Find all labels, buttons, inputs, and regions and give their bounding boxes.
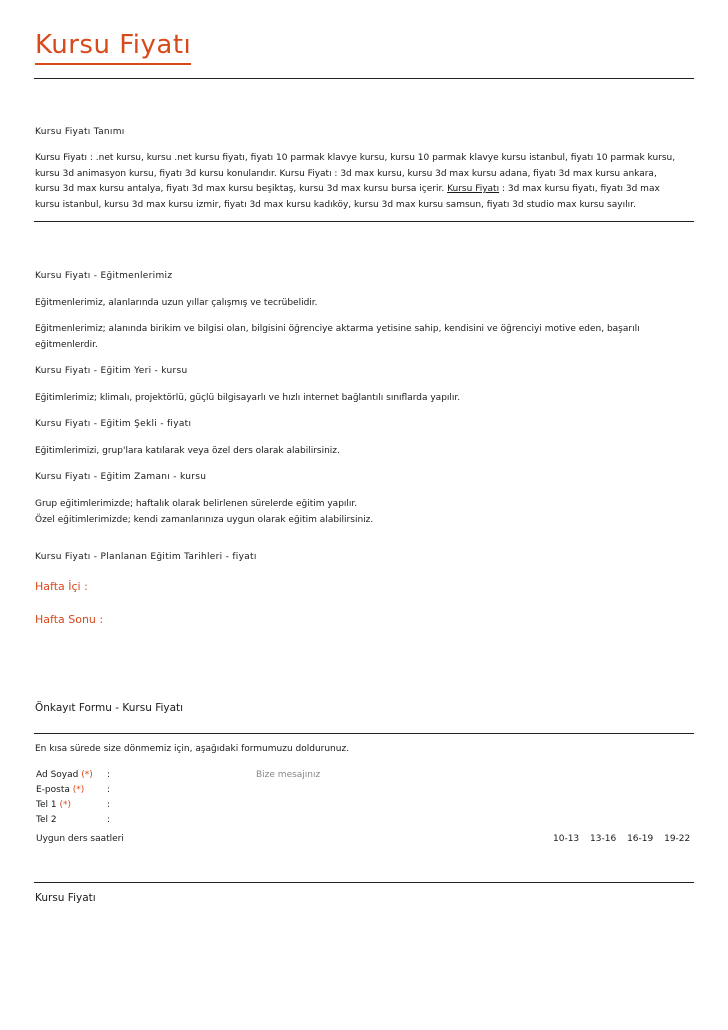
field-row-tel1[interactable]	[36, 798, 236, 813]
field-label-name: Ad Soyad	[36, 770, 79, 780]
field-row-tel2[interactable]	[36, 813, 236, 828]
form-intro: En kısa sürede size dönmemiz için, aşağıdaki formumuzu doldurunuz.	[35, 744, 350, 754]
form-heading: Önkayıt Formu - Kursu Fiyatı	[35, 702, 184, 714]
definition-line-3-post: : 3d max kursu fiyatı, fiyatı 3d max	[499, 184, 660, 194]
instructors-heading: Kursu Fiyatı - Eğitmenlerimiz	[35, 271, 173, 281]
required-mark: (*)	[72, 785, 85, 795]
definition-line-3-pre: kursu 3d max kursu antalya, fiyatı 3d max kursu beşiktaş, kursu 3d max kursu bursa içerir.	[35, 184, 448, 194]
page-title: Kursu Fiyatı	[35, 28, 191, 65]
field-row-name[interactable]	[36, 768, 236, 783]
footer-divider	[34, 882, 694, 883]
kursu-fiyati-link[interactable]: Kursu Fiyatı	[447, 184, 500, 194]
planned-heading: Kursu Fiyatı - Planlanan Eğitim Tarihleri - fiyatı	[35, 552, 257, 562]
weekday-label: Hafta İçi :	[35, 580, 88, 593]
format-heading: Kursu Fiyatı - Eğitim Şekli - fiyatı	[35, 419, 192, 429]
time-line-1: Grup eğitimlerimizde; haftalık olarak belirlenen sürelerde eğitim yapılır.	[35, 499, 358, 509]
field-label-email: E-posta	[36, 785, 70, 795]
definition-line-3	[35, 182, 695, 198]
definition-text	[35, 151, 695, 213]
field-row-email[interactable]	[36, 783, 236, 798]
weekend-label: Hafta Sonu :	[35, 613, 104, 626]
definition-line-4: kursu istanbul, kursu 3d max kursu izmir, fiyatı 3d max kursu kadıköy, kursu 3d max kursu samsun, fiyatı 3d studio max kursu sayılır.	[35, 199, 636, 210]
field-colon: :	[107, 800, 111, 810]
instructors-p2-line-2: eğitmenlerdir.	[35, 339, 98, 350]
slot-option[interactable]: 10-13	[553, 834, 580, 844]
required-mark: (*)	[81, 770, 93, 780]
time-text	[35, 497, 695, 528]
slot-option[interactable]: 19-22	[664, 834, 691, 844]
title-divider	[34, 78, 694, 79]
place-text: Eğitimlerimiz; klimalı, projektörlü, güçlü bilgisayarlı ve hızlı internet bağlantılı sınıflarda yapılır.	[35, 393, 461, 403]
instructors-p2-line-1: Eğitmenlerimiz; alanında birikim ve bilgisi olan, bilgisini öğrenciye aktarma yetisine sahip, kendisini ve öğrenciyi motive eden, başarılı	[35, 324, 640, 334]
field-label-tel1: Tel 1	[36, 800, 57, 810]
field-colon: :	[107, 785, 111, 795]
time-heading: Kursu Fiyatı - Eğitim Zamanı - kursu	[35, 472, 207, 482]
definition-divider	[34, 221, 694, 222]
instructors-p1: Eğitmenlerimiz, alanlarında uzun yıllar çalışmış ve tecrübelidir.	[35, 298, 318, 308]
place-heading: Kursu Fiyatı - Eğitim Yeri - kursu	[35, 366, 188, 376]
message-textarea[interactable]: Bize mesajınız	[256, 770, 321, 780]
definition-line-2: kursu 3d animasyon kursu, fiyatı 3d kursu konularıdır. Kursu Fiyatı : 3d max kursu, kursu 3d max kursu adana, fiyatı 3d max kursu ankara,	[35, 168, 657, 179]
field-label-tel2: Tel 2	[36, 815, 57, 825]
slot-option[interactable]: 16-19	[627, 834, 654, 844]
hour-slots	[545, 832, 690, 847]
definition-heading: Kursu Fiyatı Tanımı	[35, 127, 125, 137]
footer-text: Kursu Fiyatı	[35, 892, 96, 904]
instructors-p2	[35, 322, 695, 353]
field-colon: :	[107, 815, 111, 825]
time-line-2: Özel eğitimlerimizde; kendi zamanlarınıza uygun olarak eğitim alabilirsiniz.	[35, 514, 374, 525]
hours-label: Uygun ders saatleri	[36, 834, 124, 844]
definition-line-1: Kursu Fiyatı : .net kursu, kursu .net kursu fiyatı, fiyatı 10 parmak klavye kursu, kursu 10 parmak klavye kursu istanbul, fiyatı 10 parmak kursu,	[35, 153, 676, 163]
form-divider	[34, 733, 694, 734]
field-colon: :	[107, 770, 111, 780]
required-mark: (*)	[59, 800, 71, 810]
form-fields	[36, 768, 236, 828]
format-text: Eğitimlerimizi, grup'lara katılarak veya özel ders olarak alabilirsiniz.	[35, 446, 340, 456]
slot-option[interactable]: 13-16	[590, 834, 617, 844]
